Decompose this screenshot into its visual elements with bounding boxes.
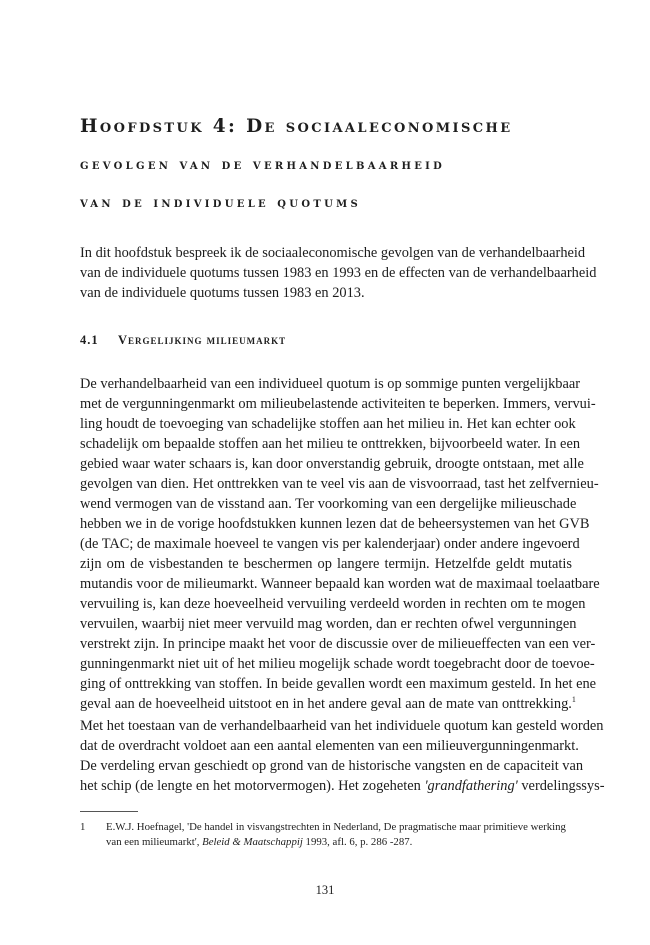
text-line: gevolgen van dien. Het onttrekken van te veel vis aan de visvoorraad, tast het zelfvernieu- xyxy=(80,476,599,492)
body-paragraph xyxy=(80,716,605,796)
text-line: schadelijk om bepaalde stoffen aan het milieu te onttrekken, bijvoorbeeld water. In een xyxy=(80,436,581,452)
chapter-title xyxy=(80,108,580,222)
text-line: De verdeling ervan geschiedt op grond van de historische vangsten en de capaciteit van xyxy=(80,758,584,774)
text-line: ging of onttrekking van stoffen. In beide gevallen wordt een maximum gesteld. In het ene xyxy=(80,676,597,692)
text-line: gebied waar water schaars is, kan door onverstandig gebruik, droogte ontstaan, met alle xyxy=(80,456,584,472)
footnote-line: E.W.J. Hoefnagel, 'De handel in visvangstrechten in Nederland, De pragmatische maar primitieve werking xyxy=(106,821,566,833)
section-title: Vergelijking milieumarkt xyxy=(118,333,287,347)
text-line: van de individuele quotums tussen 1983 en 2013. xyxy=(80,285,365,301)
text-line: dat de overdracht voldoet aan een aantal elementen van een milieuvergunningenmarkt. xyxy=(80,738,579,754)
intro-paragraph xyxy=(80,243,597,303)
chapter-title-line: gevolgen van de verhandelbaarheid xyxy=(80,156,446,173)
text-segment: van een milieumarkt', xyxy=(106,836,203,848)
chapter-title-line: Hoofdstuk 4: De sociaaleconomische xyxy=(80,116,513,137)
text-line: ling houdt de toevoeging van schadelijke stoffen aan het milieu in. Het kan echter ook xyxy=(80,416,576,432)
text-line: geval aan de hoeveelheid uitstoot en in het andere geval aan de mate van onttrekking. xyxy=(80,696,572,712)
section-number: 4.1 xyxy=(80,333,99,347)
text-line: In dit hoofdstuk bespreek ik de sociaaleconomische gevolgen van de verhandelbaarheid xyxy=(80,245,586,261)
footnote-number: 1 xyxy=(80,821,86,833)
text-line: Met het toestaan van de verhandelbaarheid van het individuele quotum kan gesteld worden xyxy=(80,718,604,734)
footnote-text xyxy=(106,820,572,850)
section-heading xyxy=(80,333,286,348)
page-number: 131 xyxy=(315,883,335,897)
text-segment: het schip (de lengte en het motorvermogen). Het zogeheten xyxy=(80,778,425,794)
italic-term: 'grandfathering' xyxy=(424,778,518,794)
text-line: verstrekt zijn. In principe maakt het voor de discussie over de milieueffecten van een ver- xyxy=(80,636,596,652)
text-line: vervuilen, waarbij niet meer vervuild mag worden, dan er rechten ofwel vergunningen xyxy=(80,616,577,632)
text-line: De verhandelbaarheid van een individueel quotum is op sommige punten vergelijkbaar xyxy=(80,376,581,392)
text-line-with-footnote xyxy=(80,694,576,714)
text-line: mutandis voor de milieumarkt. Wanneer bepaald kan worden wat de maximaal toelaatbare xyxy=(80,576,600,592)
text-line: hebben we in de vorige hoofdstukken kunnen lezen dat de beheersystemen van het GVB xyxy=(80,516,590,532)
text-line: vervuiling is, kan deze hoeveelheid vervuiling verdeeld worden in rechten om te mogen xyxy=(80,596,586,612)
text-line: (de TAC; de maximale hoeveel te vangen vis per kalenderjaar) onder andere ingevoerd xyxy=(80,536,580,552)
body-paragraph xyxy=(80,374,600,714)
text-line: wend vermogen van de visstand aan. Ter voorkoming van een dergelijke milieuschade xyxy=(80,496,577,512)
footnote-reference[interactable]: 1 xyxy=(571,695,576,705)
text-line: met de vergunningenmarkt om milieubelastende activiteiten te beperken. Immers, vervui- xyxy=(80,396,596,412)
text-line: zijn om de visbestanden te beschermen op langere termijn. Hetzelfde geldt mutatis xyxy=(80,556,572,572)
text-line-with-term xyxy=(80,776,605,796)
footnote-divider xyxy=(80,811,138,812)
footnote-line xyxy=(106,835,572,850)
journal-title: Beleid & Maatschappij xyxy=(202,836,303,848)
text-line: gunningenmarkt niet uit of het milieu mogelijk schade wordt toegebracht door de toevoe- xyxy=(80,656,595,672)
text-segment: verdelingssys- xyxy=(517,778,605,794)
text-line: van de individuele quotums tussen 1983 en 1993 en de effecten van de verhandelbaarheid xyxy=(80,265,597,281)
text-segment: 1993, afl. 6, p. 286 -287. xyxy=(302,836,413,848)
chapter-title-line: van de individuele quotums xyxy=(80,194,361,211)
